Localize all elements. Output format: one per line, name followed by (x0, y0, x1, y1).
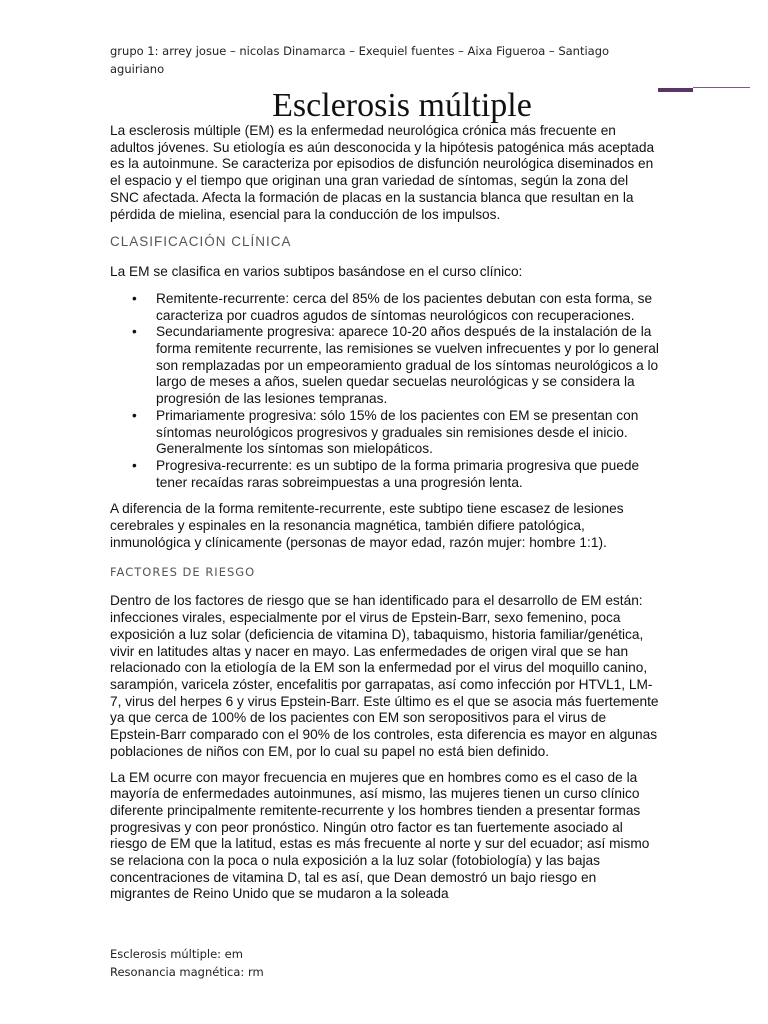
classification-lead: La EM se clasifica en varios subtipos basándose en el curso clínico: (110, 264, 523, 280)
footnote-abbreviations (110, 945, 510, 981)
list-item-text: Secundariamente progresiva: aparece 10-20 años después de la instalación de la forma remitente recurrente, las remisiones se vuelven infrecuentes y por lo general son remplazadas por un empeoramiento gradual de los síntomas neurológicos a lo largo de meses a años, suelen quedar secuelas neurológicas y se considera la progresión de las lesiones tempranas. (156, 324, 659, 407)
list-item-text: Primariamente progresiva: sólo 15% de los pacientes con EM se presentan con síntomas neurológicos progresivos y graduales sin remisiones desde el inicio. Generalmente los síntomas son mielopáticos. (156, 407, 639, 457)
subtype-note-paragraph: A diferencia de la forma remitente-recurrente, este subtipo tiene escasez de lesiones cerebrales y espinales en la resonancia magnética, también difiere patológica, inmunológica y clínicamente (personas de mayor edad, razón mujer: hombre 1:1). (110, 501, 624, 550)
risk-factors-paragraph-2: La EM ocurre con mayor frecuencia en mujeres que en hombres como es el caso de la mayoría de enfermedades autoinmunes, así mismo, las mujeres tienen un curso clínico diferente principalmente remitente-recurrente y los hombres tienden a presentar formas progresivas y con peor pronóstico. Ningún otro factor es tan fuertemente asociado al riesgo de EM que la latitud, estas es más frecuente al norte y sur del ecuador; así mismo se relaciona con la poca o nula exposición a la luz solar (fotobiología) y las bajas concentraciones de vitamina D, tal es así, que Dean demostró un bajo riesgo en migrantes de Reino Unido que se mudaron a la soleada (110, 769, 650, 902)
list-item-text: Progresiva-recurrente: es un subtipo de la forma primaria progresiva que puede tener recaídas raras sobreimpuestas a una progresión lenta. (156, 457, 640, 490)
footnote-line: Resonancia magnética: rm (110, 965, 264, 979)
footnote-line: Esclerosis múltiple: em (110, 947, 243, 961)
section-heading-clasificacion: CLASIFICACIÓN CLÍNICA (110, 234, 292, 250)
list-item-text: Remitente-recurrente: cerca del 85% de los pacientes debutan con esta forma, se caracteriza por cuadros agudos de síntomas neurológicos con recuperaciones. (156, 290, 653, 323)
authors-line: grupo 1: arrey josue – nicolas Dinamarca – Exequiel fuentes – Aixa Figueroa – Santiago aguiriano (110, 44, 610, 76)
bullet-marker: • (132, 324, 137, 340)
list-item (110, 324, 660, 408)
list-item (110, 291, 660, 324)
list-item (110, 408, 660, 458)
bullet-marker: • (132, 290, 137, 306)
section-heading-factores: FACTORES DE RIESGO (110, 565, 256, 580)
page-title: Esclerosis múltiple (272, 87, 532, 124)
main-content (110, 123, 660, 903)
list-item (110, 458, 660, 491)
intro-paragraph: La esclerosis múltiple (EM) es la enfermedad neurológica crónica más frecuente en adultos jóvenes. Su etiología es aún desconocida y la hipótesis patogénica más aceptada es la autoinmune. Se caracteriza por episodios de disfunción neurológica diseminados en el espacio y el tiempo que originan una gran variedad de síntomas, según la zona del SNC afectada. Afecta la formación de placas en la sustancia blanca que resultan en la pérdida de mielina, esencial para la conducción de los impulsos. (110, 123, 655, 222)
accent-rule (693, 87, 750, 88)
bullet-marker: • (132, 457, 137, 473)
subtype-list (110, 291, 660, 491)
risk-factors-paragraph-1: Dentro de los factores de riesgo que se han identificado para el desarrollo de EM están: infecciones virales, especialmente por el virus de Epstein-Barr, sexo femenino, poca exposición a luz solar (deficiencia de vitamina D), tabaquismo, historia familiar/genética, vivir en latitudes altas y nacer en mayo. Las enfermedades de origen viral que se han relacionado con la etiología de la EM son la enfermedad por el virus del moquillo canino, sarampión, varicela zóster, encefalitis por garrapatas, así como infección por HTVL1, LM-7, virus del herpes 6 y virus Epstein-Barr. Este último es el que se asocia más fuertemente ya que cerca de 100% de los pacientes con EM son seropositivos para el virus de Epstein-Barr comparado con el 90% de los controles, esta diferencia es mayor en algunas poblaciones de niños con EM, por lo cual su papel no está bien definido. (110, 593, 659, 759)
bullet-marker: • (132, 407, 137, 423)
